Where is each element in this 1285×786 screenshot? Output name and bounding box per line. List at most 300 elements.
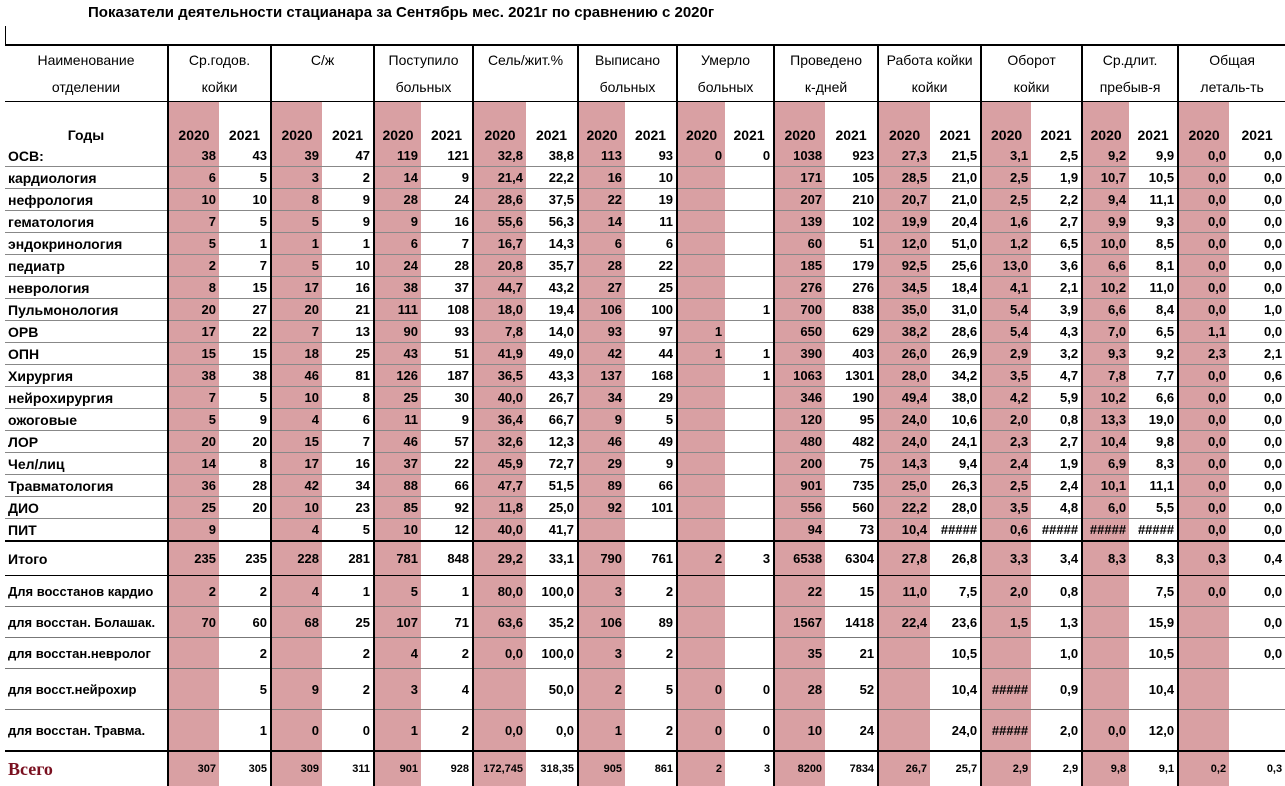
table-row (5, 409, 1285, 431)
cell-value: 6,5 (1129, 321, 1178, 343)
cell-value: 318,35 (526, 751, 578, 786)
cell-value: 24,0 (878, 409, 930, 431)
row-label: для восстан. Болашак. (5, 607, 168, 638)
cell-value: 179 (825, 255, 878, 277)
cell-value: 126 (374, 365, 421, 387)
cell-value: 18,4 (930, 277, 981, 299)
cell-value: 482 (825, 431, 878, 453)
cell-value: 901 (774, 475, 825, 497)
cell-value: 0,0 (1229, 255, 1285, 277)
cell-value: 72,7 (526, 453, 578, 475)
cell-value: 28,6 (473, 189, 526, 211)
cell-value (1229, 669, 1285, 710)
cell-value: 10,5 (1129, 167, 1178, 189)
cell-value: 9,8 (1082, 751, 1129, 786)
cell-value: 1038 (774, 145, 825, 167)
cell-value: 55,6 (473, 211, 526, 233)
row-label: для восст.нейрохир (5, 669, 168, 710)
cell-value: 38 (219, 365, 271, 387)
cell-value: 16 (421, 211, 473, 233)
row-label: ожоговые (5, 409, 168, 431)
row-label: ОСВ: (5, 145, 168, 167)
rehab-row (5, 576, 1285, 607)
rehab-row (5, 607, 1285, 638)
cell-value: 0,6 (981, 519, 1031, 542)
cell-value: 23,6 (930, 607, 981, 638)
cell-value: 11,8 (473, 497, 526, 519)
cell-value: 2,9 (1031, 751, 1082, 786)
cell-value: 4,8 (1031, 497, 1082, 519)
cell-value: 10 (271, 387, 322, 409)
cell-value: 17 (271, 277, 322, 299)
cell-value: 9 (625, 453, 677, 475)
cell-value: 34,2 (930, 365, 981, 387)
rehab-row (5, 669, 1285, 710)
cell-value: 40,0 (473, 519, 526, 542)
cell-value: 5,4 (981, 299, 1031, 321)
cell-value: 36,5 (473, 365, 526, 387)
cell-value: 22 (578, 189, 625, 211)
cell-value: 1 (322, 233, 374, 255)
cell-value: 12,0 (878, 233, 930, 255)
cell-value: 305 (219, 751, 271, 786)
cell-value: 761 (625, 541, 677, 576)
cell-value: 35,2 (526, 607, 578, 638)
cell-value (677, 211, 725, 233)
cell-value: 36,4 (473, 409, 526, 431)
cell-value: 10,2 (1082, 387, 1129, 409)
cell-value: 5,9 (1031, 387, 1082, 409)
cell-value: 1 (219, 710, 271, 752)
cell-value: 25 (168, 497, 219, 519)
cell-value: 4 (271, 409, 322, 431)
row-label: ЛОР (5, 431, 168, 453)
cell-value: 51,0 (930, 233, 981, 255)
cell-value: 16,7 (473, 233, 526, 255)
cell-value: 29,2 (473, 541, 526, 576)
cell-value: 60 (774, 233, 825, 255)
cell-value: 4 (271, 519, 322, 542)
row-label: ПИТ (5, 519, 168, 542)
cell-value: 2 (677, 541, 725, 576)
cell-value: 70 (168, 607, 219, 638)
cell-value: 68 (271, 607, 322, 638)
cell-value: 137 (578, 365, 625, 387)
cell-value: 9,9 (1129, 145, 1178, 167)
cell-value: 7,5 (930, 576, 981, 607)
cell-value: 4 (374, 638, 421, 669)
cell-value: 42 (578, 343, 625, 365)
cell-value: 37,5 (526, 189, 578, 211)
sheet-edge-line (5, 26, 6, 46)
cell-value: 1567 (774, 607, 825, 638)
cell-value (725, 409, 774, 431)
cell-value: 93 (421, 321, 473, 343)
header-years-label: Годы (5, 102, 168, 146)
cell-value: 19,4 (526, 299, 578, 321)
cell-value (677, 189, 725, 211)
header-group-sub-9: пребыв-я (1082, 73, 1178, 102)
cell-value (219, 519, 271, 542)
cell-value: 106 (578, 299, 625, 321)
cell-value: 281 (322, 541, 374, 576)
cell-value: 1,9 (1031, 453, 1082, 475)
cell-value (725, 453, 774, 475)
cell-value: ##### (1031, 519, 1082, 542)
cell-value (1229, 710, 1285, 752)
cell-value: 20,8 (473, 255, 526, 277)
cell-value: 781 (374, 541, 421, 576)
table-row (5, 233, 1285, 255)
cell-value (677, 255, 725, 277)
cell-value: 9 (322, 189, 374, 211)
cell-value: 32,6 (473, 431, 526, 453)
cell-value: 3,5 (981, 497, 1031, 519)
cell-value: 20 (219, 431, 271, 453)
cell-value: 1 (578, 710, 625, 752)
cell-value: 80,0 (473, 576, 526, 607)
row-label: ДИО (5, 497, 168, 519)
cell-value: 560 (825, 497, 878, 519)
cell-value (725, 167, 774, 189)
header-year-16: 2020 (981, 102, 1031, 146)
row-label: кардиология (5, 167, 168, 189)
header-year-8: 2020 (578, 102, 625, 146)
cell-value: 11,1 (1129, 189, 1178, 211)
cell-value: 923 (825, 145, 878, 167)
cell-value: 0,0 (1229, 475, 1285, 497)
cell-value: 0,0 (1178, 299, 1229, 321)
cell-value: 0,0 (1229, 638, 1285, 669)
table-row (5, 255, 1285, 277)
cell-value: 0,0 (1229, 497, 1285, 519)
cell-value: 27,8 (878, 541, 930, 576)
header-group-sub-8: койки (981, 73, 1082, 102)
cell-value: 57 (421, 431, 473, 453)
cell-value: 15 (825, 576, 878, 607)
cell-value: 34 (322, 475, 374, 497)
cell-value: 100 (625, 299, 677, 321)
cell-value: 21,4 (473, 167, 526, 189)
cell-value: 34 (578, 387, 625, 409)
cell-value: 6,6 (1082, 299, 1129, 321)
cell-value: 43 (374, 343, 421, 365)
cell-value: 928 (421, 751, 473, 786)
cell-value: 2,7 (1031, 211, 1082, 233)
cell-value: 22 (219, 321, 271, 343)
cell-value: 93 (578, 321, 625, 343)
cell-value (725, 255, 774, 277)
cell-value: 0,0 (473, 638, 526, 669)
cell-value: 2,0 (981, 409, 1031, 431)
header-group-sub-7: койки (878, 73, 981, 102)
cell-value: 2 (322, 638, 374, 669)
cell-value: 0 (677, 145, 725, 167)
cell-value: 5 (625, 409, 677, 431)
cell-value (725, 638, 774, 669)
cell-value: 8 (168, 277, 219, 299)
cell-value: 35,0 (878, 299, 930, 321)
header-year-21: 2021 (1229, 102, 1285, 146)
cell-value: 20 (271, 299, 322, 321)
cell-value: 4,3 (1031, 321, 1082, 343)
cell-value (473, 669, 526, 710)
cell-value: 4 (421, 669, 473, 710)
cell-value: 15 (219, 343, 271, 365)
cell-value: 5 (219, 387, 271, 409)
cell-value: 861 (625, 751, 677, 786)
table-row (5, 387, 1285, 409)
cell-value: 0,0 (1229, 453, 1285, 475)
cell-value: 43,2 (526, 277, 578, 299)
cell-value: 3 (578, 576, 625, 607)
cell-value: 2,4 (981, 453, 1031, 475)
cell-value: 63,6 (473, 607, 526, 638)
cell-value: 92,5 (878, 255, 930, 277)
cell-value: 6304 (825, 541, 878, 576)
cell-value: 0,0 (1229, 167, 1285, 189)
rehab-row (5, 710, 1285, 752)
cell-value: 27 (578, 277, 625, 299)
cell-value: 38 (168, 365, 219, 387)
cell-value: 81 (322, 365, 374, 387)
table-row (5, 145, 1285, 167)
cell-value: 22 (774, 576, 825, 607)
header-group-sub-5: больных (677, 73, 774, 102)
cell-value: 0,0 (1229, 576, 1285, 607)
cell-value (725, 607, 774, 638)
cell-value: 9,4 (930, 453, 981, 475)
cell-value: 39 (271, 145, 322, 167)
cell-value: ##### (1129, 519, 1178, 542)
cell-value: 735 (825, 475, 878, 497)
cell-value: 10,6 (930, 409, 981, 431)
cell-value: 276 (774, 277, 825, 299)
cell-value: 47 (322, 145, 374, 167)
cell-value: 51,5 (526, 475, 578, 497)
itogo-row (5, 541, 1285, 576)
cell-value: 71 (421, 607, 473, 638)
table-row (5, 475, 1285, 497)
cell-value: 6,5 (1031, 233, 1082, 255)
cell-value: 235 (168, 541, 219, 576)
cell-value: 200 (774, 453, 825, 475)
cell-value: 8 (219, 453, 271, 475)
cell-value: 28,0 (878, 365, 930, 387)
cell-value: 3,5 (981, 365, 1031, 387)
rehab-row (5, 638, 1285, 669)
cell-value: 0,0 (1229, 607, 1285, 638)
header-year-19: 2021 (1129, 102, 1178, 146)
cell-value: 2 (625, 576, 677, 607)
header-year-17: 2021 (1031, 102, 1082, 146)
cell-value: 4,2 (981, 387, 1031, 409)
cell-value: 4,1 (981, 277, 1031, 299)
header-year-14: 2020 (878, 102, 930, 146)
cell-value: 10 (322, 255, 374, 277)
cell-value: 1 (725, 299, 774, 321)
cell-value: 0,0 (1229, 233, 1285, 255)
cell-value (725, 431, 774, 453)
cell-value (725, 321, 774, 343)
cell-value: 0,0 (1178, 475, 1229, 497)
cell-value: 113 (578, 145, 625, 167)
cell-value: 25,0 (526, 497, 578, 519)
cell-value: 92 (578, 497, 625, 519)
cell-value: 26,8 (930, 541, 981, 576)
cell-value: 13,0 (981, 255, 1031, 277)
cell-value: 3 (725, 541, 774, 576)
cell-value (725, 387, 774, 409)
cell-value: 29 (625, 387, 677, 409)
cell-value: 0,0 (473, 710, 526, 752)
cell-value: 0 (725, 710, 774, 752)
cell-value: 3,1 (981, 145, 1031, 167)
cell-value: 1 (374, 710, 421, 752)
cell-value: 1,3 (1031, 607, 1082, 638)
cell-value: 2,5 (981, 189, 1031, 211)
cell-value: 1,0 (1031, 638, 1082, 669)
cell-value: 346 (774, 387, 825, 409)
header-year-12: 2020 (774, 102, 825, 146)
cell-value: 5 (168, 233, 219, 255)
cell-value: 7 (322, 431, 374, 453)
cell-value: 172,745 (473, 751, 526, 786)
cell-value: 25 (625, 277, 677, 299)
cell-value: 139 (774, 211, 825, 233)
header-year-1: 2021 (219, 102, 271, 146)
cell-value: 2,1 (1031, 277, 1082, 299)
cell-value: 44,7 (473, 277, 526, 299)
cell-value: 21 (322, 299, 374, 321)
cell-value: 29 (578, 453, 625, 475)
vsego-row (5, 751, 1285, 786)
cell-value (677, 409, 725, 431)
cell-value: 1 (219, 233, 271, 255)
cell-value: 9,8 (1129, 431, 1178, 453)
cell-value: 2 (168, 255, 219, 277)
cell-value: 838 (825, 299, 878, 321)
cell-value: 20,7 (878, 189, 930, 211)
cell-value: 11,0 (1129, 277, 1178, 299)
cell-value: 2,9 (981, 751, 1031, 786)
cell-value: 901 (374, 751, 421, 786)
cell-value: 17 (271, 453, 322, 475)
cell-value: 8 (322, 387, 374, 409)
cell-value: 0 (677, 710, 725, 752)
cell-value: 105 (825, 167, 878, 189)
row-label: Итого (5, 541, 168, 576)
cell-value: 11,1 (1129, 475, 1178, 497)
cell-value: 23 (322, 497, 374, 519)
cell-value: 10,4 (1082, 431, 1129, 453)
cell-value: 2 (168, 576, 219, 607)
cell-value: 10,4 (878, 519, 930, 542)
cell-value: 0,8 (1031, 409, 1082, 431)
table-row (5, 453, 1285, 475)
cell-value: 106 (578, 607, 625, 638)
cell-value: 9,2 (1082, 145, 1129, 167)
cell-value: 9 (322, 211, 374, 233)
cell-value: 9,3 (1129, 211, 1178, 233)
cell-value: 21,0 (930, 167, 981, 189)
cell-value: 107 (374, 607, 421, 638)
cell-value: 66,7 (526, 409, 578, 431)
cell-value: 25,6 (930, 255, 981, 277)
cell-value: 185 (774, 255, 825, 277)
cell-value (725, 233, 774, 255)
cell-value: 27 (219, 299, 271, 321)
cell-value: 25 (374, 387, 421, 409)
header-row-1 (5, 45, 1285, 73)
row-label: ОПН (5, 343, 168, 365)
cell-value: 31,0 (930, 299, 981, 321)
cell-value (725, 576, 774, 607)
cell-value: 2 (322, 669, 374, 710)
cell-value: 2,4 (1031, 475, 1082, 497)
cell-value: 5,5 (1129, 497, 1178, 519)
cell-value: 8,4 (1129, 299, 1178, 321)
cell-value: 101 (625, 497, 677, 519)
header-year-6: 2020 (473, 102, 526, 146)
cell-value: 0,0 (1229, 409, 1285, 431)
cell-value: 13 (322, 321, 374, 343)
cell-value: 556 (774, 497, 825, 519)
cell-value: 3,6 (1031, 255, 1082, 277)
cell-value: 0,0 (1082, 710, 1129, 752)
cell-value: 6,6 (1082, 255, 1129, 277)
header-year-5: 2021 (421, 102, 473, 146)
cell-value: 5 (271, 255, 322, 277)
cell-value: 41,9 (473, 343, 526, 365)
cell-value: 120 (774, 409, 825, 431)
cell-value: 35 (774, 638, 825, 669)
header-group-6: Проведено (774, 45, 878, 73)
cell-value: 5 (219, 167, 271, 189)
cell-value: 97 (625, 321, 677, 343)
cell-value: 0 (725, 145, 774, 167)
cell-value: 9,4 (1082, 189, 1129, 211)
header-group-5: Умерло (677, 45, 774, 73)
cell-value: 10 (374, 519, 421, 542)
cell-value: 24 (825, 710, 878, 752)
cell-value: 2,5 (1031, 145, 1082, 167)
cell-value: 93 (625, 145, 677, 167)
cell-value: 2,5 (981, 475, 1031, 497)
cell-value: 28 (578, 255, 625, 277)
cell-value: 20,4 (930, 211, 981, 233)
cell-value (677, 233, 725, 255)
cell-value: 3,9 (1031, 299, 1082, 321)
header-group-sub-0: койки (168, 73, 271, 102)
cell-value: 28 (774, 669, 825, 710)
cell-value: 10,2 (1082, 277, 1129, 299)
cell-value: 11 (625, 211, 677, 233)
cell-value: 1063 (774, 365, 825, 387)
cell-value: 1 (271, 233, 322, 255)
cell-value: 108 (421, 299, 473, 321)
table-row (5, 189, 1285, 211)
cell-value: 19 (625, 189, 677, 211)
cell-value: 9 (421, 409, 473, 431)
cell-value: 2 (625, 638, 677, 669)
cell-value: 6538 (774, 541, 825, 576)
cell-value: 1 (677, 343, 725, 365)
cell-value: 7,7 (1129, 365, 1178, 387)
cell-value (677, 167, 725, 189)
cell-value (677, 576, 725, 607)
cell-value: 9 (271, 669, 322, 710)
